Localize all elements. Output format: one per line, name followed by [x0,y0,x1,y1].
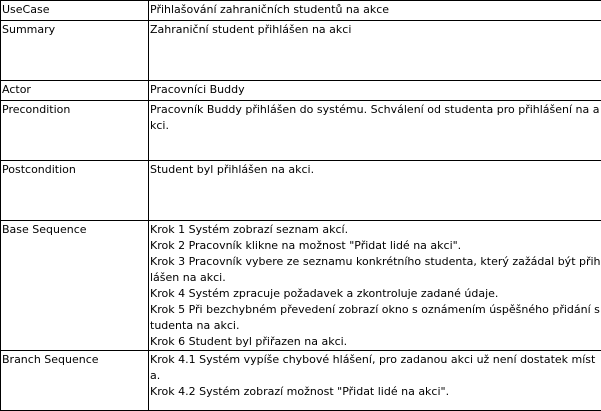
step-line: Krok 5 Při bezchybném převedení zobrazí okno s oznámením úspěšného přidání studenta na akci. [150,303,600,332]
step-line: Krok 4 Systém zpracuje požadavek a zkontroluje zadané údaje. [150,287,499,300]
step-line: Krok 1 Systém zobrazí seznam akcí. [150,223,349,236]
step-line: Krok 4.2 Systém zobrazí možnost "Přidat lidé na akci". [150,385,450,398]
row-value: Přihlašování zahraničních studentů na akce [149,1,601,21]
row-label: Postcondition [1,161,149,221]
row-label: Actor [1,81,149,101]
row-value [149,351,601,411]
table-row-summary [1,21,601,81]
row-value: Zahraniční student přihlášen na akci [149,21,601,81]
row-value: Pracovník Buddy přihlášen do systému. Schválení od studenta pro přihlášení na akci. [149,101,601,161]
table-row-branch-sequence [1,351,601,411]
table-row-precondition [1,101,601,161]
row-value: Pracovníci Buddy [149,81,601,101]
row-label: UseCase [1,1,149,21]
table-row-postcondition [1,161,601,221]
step-line: Krok 2 Pracovník klikne na možnost "Přidat lidé na akci". [150,239,462,252]
step-line: Krok 4.1 Systém vypíše chybové hlášení, pro zadanou akci už není dostatek místa. [150,353,596,382]
row-label: Precondition [1,101,149,161]
table-row-base-sequence [1,221,601,351]
table-row-usecase [1,1,601,21]
row-label: Branch Sequence [1,351,149,411]
table-row-actor [1,81,601,101]
row-label: Base Sequence [1,221,149,351]
row-label: Summary [1,21,149,81]
step-line: Krok 6 Student byl přiřazen na akci. [150,335,348,348]
row-value: Student byl přihlášen na akci. [149,161,601,221]
step-line: Krok 3 Pracovník vybere ze seznamu konkrétního studenta, který zažádal být přihlášen na akci. [150,255,601,284]
row-value [149,221,601,351]
